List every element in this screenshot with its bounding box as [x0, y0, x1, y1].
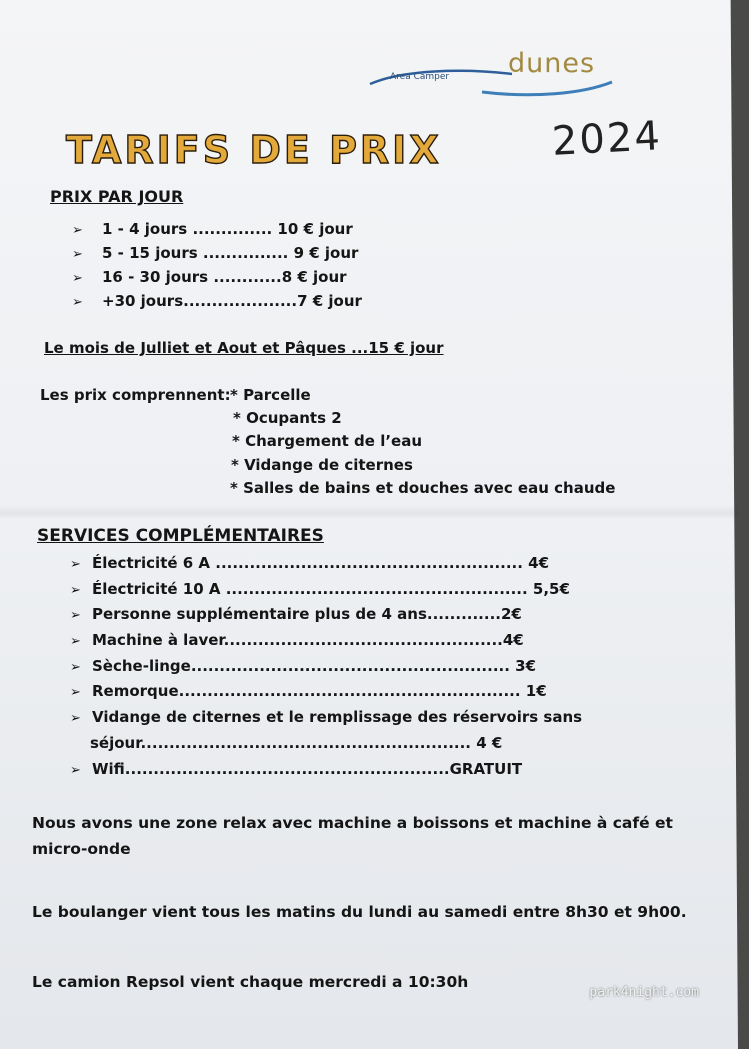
included-item: * Chargement de l’eau: [232, 432, 423, 450]
arrow-icon: ➢: [70, 634, 81, 649]
arrow-icon: ➢: [72, 271, 83, 286]
handwritten-year: 2024: [550, 113, 663, 165]
watermark: park4night.com: [589, 985, 699, 1000]
paper-fold: [0, 505, 738, 519]
arrow-icon: ➢: [72, 247, 83, 262]
special-month-line: Le mois de Julliet et Aout et Pâques ...15 € jour: [44, 339, 444, 357]
service-item: ➢ Sèche-linge........................................................ 3€: [70, 657, 537, 675]
page-title: TARIFS DE PRIX: [66, 128, 442, 172]
section-heading-services: SERVICES COMPLÉMENTAIRES: [37, 526, 324, 546]
list-item: ➢ 1 - 4 jours .............. 10 € jour: [72, 220, 353, 238]
service-item: ➢ Électricité 10 A ..................................................... 5,5€: [70, 580, 570, 598]
included-item: * Ocupants 2: [233, 409, 342, 427]
included-item: * Parcelle: [230, 386, 311, 404]
arrow-icon: ➢: [70, 685, 81, 700]
arrow-icon: ➢: [70, 660, 81, 675]
arrow-icon: ➢: [70, 583, 81, 598]
service-item: ➢ Électricité 6 A ...................................................... 4€: [70, 554, 550, 572]
logo-brand: dunes: [508, 48, 596, 79]
service-item-continuation: séjour.......................................................... 4 €: [90, 734, 503, 752]
list-item: ➢ 16 - 30 jours ............8 € jour: [72, 268, 347, 286]
note-relax-continuation: micro-onde: [32, 840, 131, 858]
section-heading-prix-par-jour: PRIX PAR JOUR: [50, 187, 184, 206]
arrow-icon: ➢: [70, 557, 81, 572]
list-item: ➢ 5 - 15 jours ............... 9 € jour: [72, 244, 359, 262]
note-boulanger: Le boulanger vient tous les matins du lundi au samedi entre 8h30 et 9h00.: [32, 903, 687, 921]
list-item: ➢ +30 jours....................7 € jour: [72, 292, 362, 310]
logo-subtitle: Area Camper: [390, 72, 450, 82]
service-item: ➢ Personne supplémentaire plus de 4 ans.............2€: [70, 605, 522, 623]
service-item: ➢ Machine à laver.................................................4€: [70, 631, 524, 649]
note-relax: Nous avons une zone relax avec machine a boissons et machine à café et: [32, 814, 673, 832]
arrow-icon: ➢: [72, 223, 83, 238]
included-item: * Vidange de citernes: [231, 456, 413, 474]
service-item: ➢ Wifi.........................................................GRATUIT: [70, 760, 523, 778]
service-item: ➢ Remorque............................................................ 1€: [70, 682, 547, 700]
arrow-icon: ➢: [72, 295, 83, 310]
included-item: * Salles de bains et douches avec eau chaude: [230, 479, 616, 497]
service-item: ➢ Vidange de citernes et le remplissage des réservoirs sans: [70, 708, 583, 726]
arrow-icon: ➢: [70, 608, 81, 623]
arrow-icon: ➢: [70, 763, 81, 778]
note-repsol: Le camion Repsol vient chaque mercredi a 10:30h: [32, 973, 469, 991]
arrow-icon: ➢: [70, 711, 81, 726]
included-label: Les prix comprennent:: [40, 386, 231, 404]
